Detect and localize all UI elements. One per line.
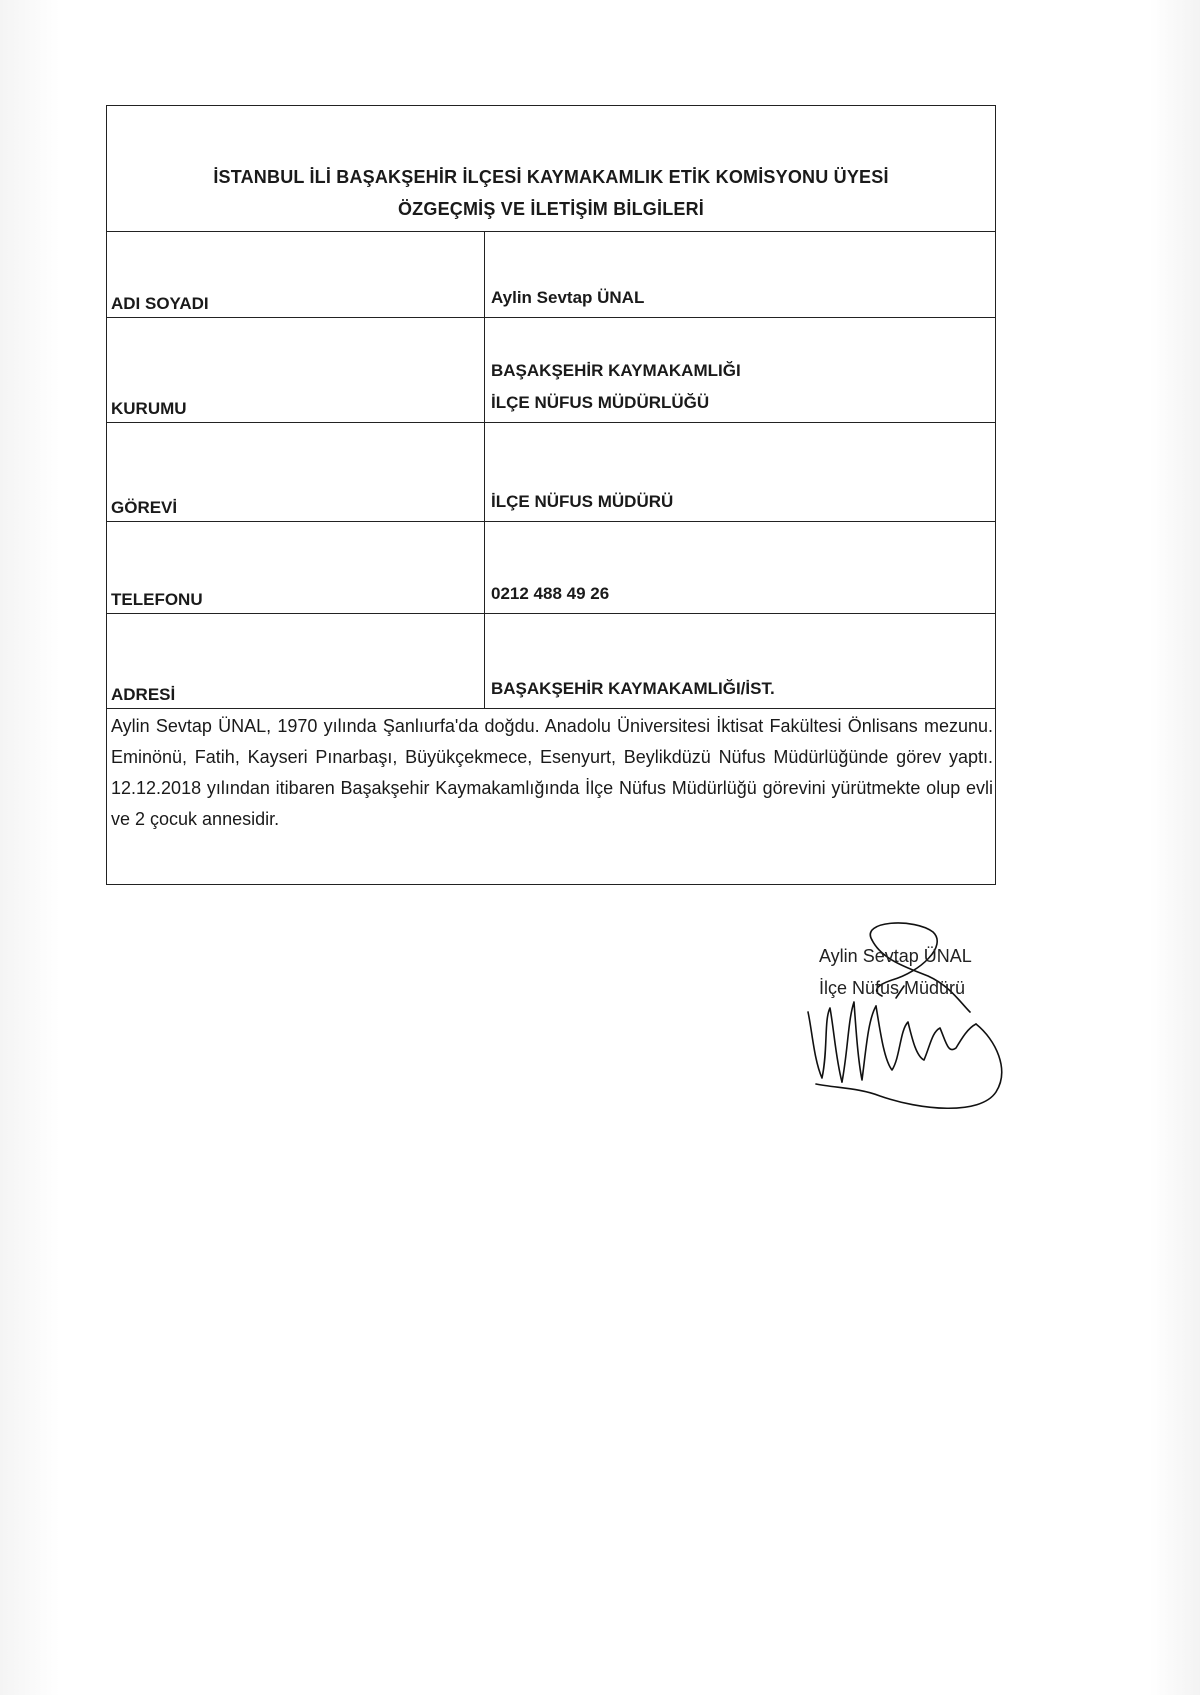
- name-value-text: Aylin Sevtap ÜNAL: [491, 288, 645, 307]
- row-position: [107, 423, 995, 522]
- institution-value-line1: BAŞAKŞEHİR KAYMAKAMLIĞI: [491, 361, 741, 380]
- phone-label: TELEFONU: [107, 522, 485, 613]
- position-value-text: İLÇE NÜFUS MÜDÜRÜ: [491, 492, 674, 511]
- address-value-text: BAŞAKŞEHİR KAYMAKAMLIĞI/İST.: [491, 679, 775, 698]
- signature-name: Aylin Sevtap ÜNAL: [819, 946, 972, 966]
- signature-title: İlçe Nüfus Müdürü: [819, 978, 966, 998]
- name-value: [485, 232, 995, 317]
- institution-label: KURUMU: [107, 318, 485, 422]
- institution-value-line2: İLÇE NÜFUS MÜDÜRLÜĞÜ: [491, 393, 710, 412]
- title-line-2: ÖZGEÇMİŞ VE İLETİŞİM BİLGİLERİ: [397, 199, 704, 219]
- cv-form: [106, 105, 996, 885]
- form-title: [107, 106, 995, 232]
- phone-value-text: 0212 488 49 26: [491, 584, 610, 603]
- phone-value: [485, 522, 995, 613]
- row-phone: [107, 522, 995, 614]
- address-value: [485, 614, 995, 708]
- row-institution: [107, 318, 995, 423]
- name-label: ADI SOYADI: [107, 232, 485, 317]
- institution-value: [485, 318, 995, 422]
- row-address: [107, 614, 995, 709]
- signature-block: [800, 920, 1030, 1120]
- position-value: [485, 423, 995, 521]
- position-label: GÖREVİ: [107, 423, 485, 521]
- row-name: [107, 232, 995, 318]
- biography-text: Aylin Sevtap ÜNAL, 1970 yılında Şanlıurfa'da doğdu. Anadolu Üniversitesi İktisat Fakültesi Önlisans mezunu. Eminönü, Fatih, Kayseri Pınarbaşı, Büyükçekmece, Esenyurt, Beylikdüzü Nüfus Müdürlüğünde görev yaptı. 12.12.2018 yılından itibaren Başakşehir Kaymakamlığında İlçe Nüfus Müdürlüğü görevini yürütmekte olup evli ve 2 çocuk annesidir.: [111, 716, 993, 829]
- address-label: ADRESİ: [107, 614, 485, 708]
- title-line-1: İSTANBUL İLİ BAŞAKŞEHİR İLÇESİ KAYMAKAMLIK ETİK KOMİSYONU ÜYESİ: [213, 167, 889, 187]
